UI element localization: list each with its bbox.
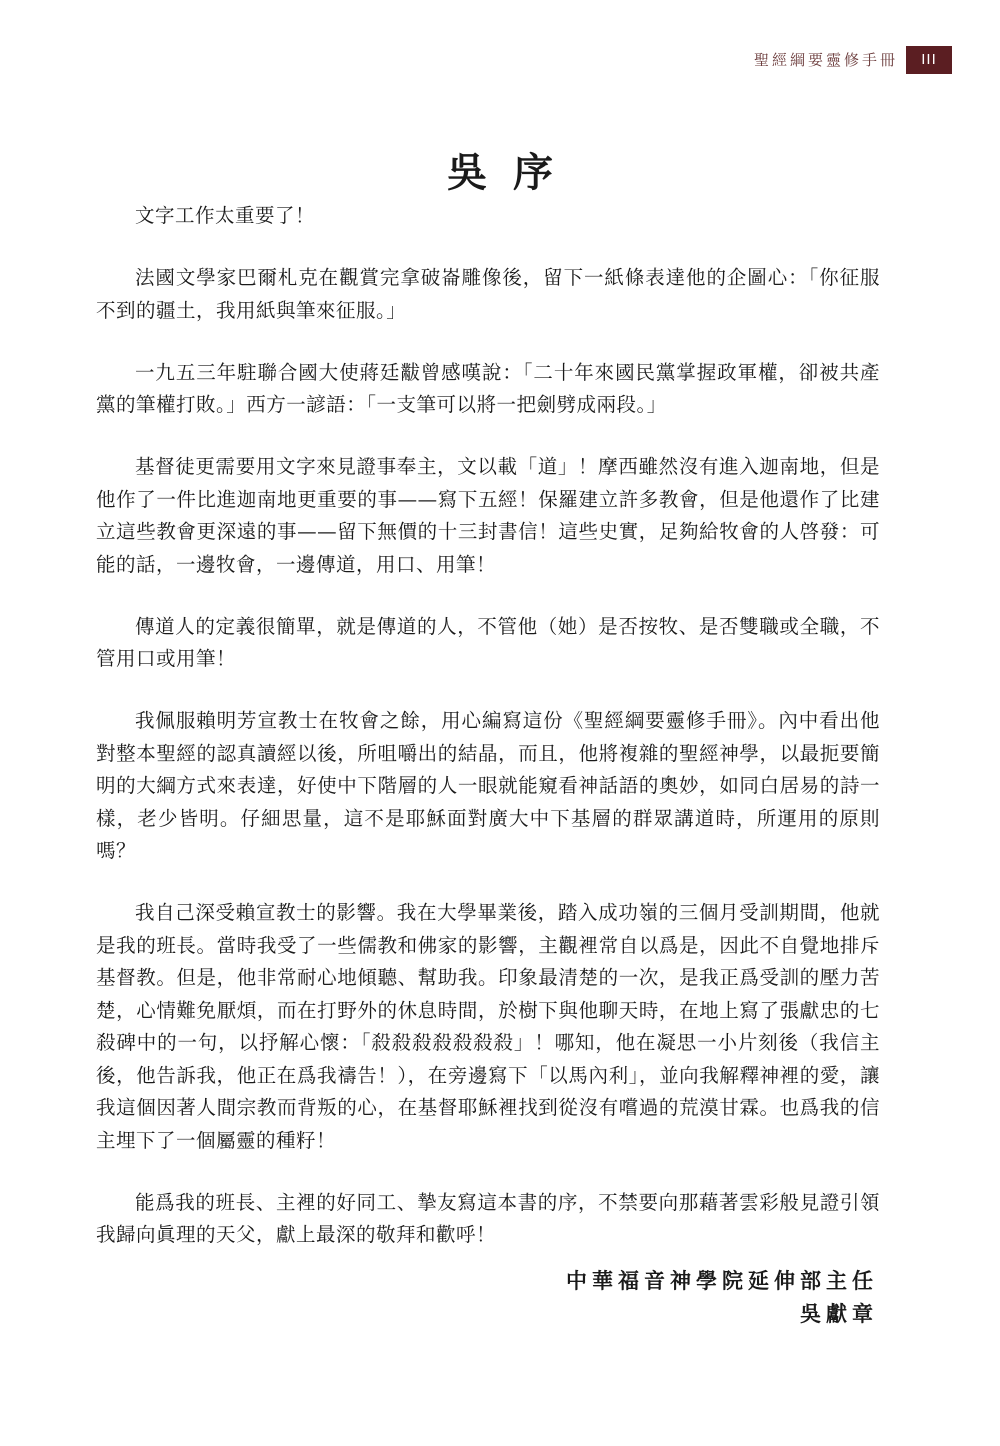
paragraph-5: 傳道人的定義很簡單，就是傳道的人，不管他（她）是否按牧、是否雙職或全職，不管用口或用筆！ — [96, 614, 880, 670]
paragraph-7: 我自己深受賴宣教士的影響。我在大學畢業後，踏入成功嶺的三個月受訓期間，他就是我的班長。當時我受了一些儒教和佛家的影響，主觀裡常自以爲是，因此不自覺地排斥基督教。但是，他非常耐心地傾聽、幫助我。印象最清楚的一次，是我正爲受訓的壓力苦楚，心情難免厭煩，而在打野外的休息時間，於樹下與他聊天時，在地上寫了張獻忠的七殺碑中的一句，以抒解心懷：「殺殺殺殺殺殺殺」！哪知，他在凝思一小片刻後（我信主後，他告訴我，他正在爲我禱告！），在旁邊寫下「以馬內利」，並向我解釋神裡的愛，讓我這個因著人間宗教而背叛的心，在基督耶穌裡找到從沒有嚐過的荒漠甘霖。也爲我的信主埋下了一個屬靈的種籽！ — [96, 901, 880, 1152]
paragraph-2: 法國文學家巴爾札克在觀賞完拿破崙雕像後，留下一紙條表達他的企圖心：「你征服不到的疆土，我用紙與筆來征服。」 — [96, 266, 880, 322]
paragraph-6: 我佩服賴明芳宣教士在牧會之餘，用心編寫這份《聖經綱要靈修手冊》。內中看出他對整本聖經的認真讀經以後，所咀嚼出的結晶，而且，他將複雜的聖經神學，以最扼要簡明的大綱方式來表達，好使中下階層的人一眼就能窺看神話語的奧妙，如同白居易的詩一樣，老少皆明。仔細思量，這不是耶穌面對廣大中下基層的群眾講道時，所運用的原則嗎？ — [96, 709, 880, 862]
paragraph-1: 文字工作太重要了！ — [135, 204, 316, 227]
signature-position: 中華福音神學院延伸部主任 — [566, 1269, 878, 1293]
page-number: III — [906, 46, 952, 74]
preface-body — [96, 200, 880, 1281]
signature-block — [566, 1265, 878, 1331]
paragraph-4: 基督徒更需要用文字來見證事奉主，文以載「道」！摩西雖然沒有進入迦南地，但是他作了一件比進迦南地更重要的事——寫下五經！保羅建立許多教會，但是他還作了比建立這些教會更深遠的事——留下無價的十三封書信！這些史實，足夠給牧會的人啓發：可能的話，一邊牧會，一邊傳道，用口、用筆！ — [96, 455, 880, 576]
paragraph-3: 一九五三年駐聯合國大使蔣廷黻曾感嘆說：「二十年來國民黨掌握政軍權，卻被共產黨的筆權打敗。」西方一諺語：「一支筆可以將一把劍劈成兩段。」 — [96, 360, 880, 416]
book-title: 聖經綱要靈修手冊 — [753, 51, 898, 69]
paragraph-8: 能爲我的班長、主裡的好同工、摯友寫這本書的序，不禁要向那藉著雲彩般見證引領我歸向眞理的天父，獻上最深的敬拜和歡呼！ — [96, 1190, 880, 1246]
page-title: 吳序 — [447, 148, 579, 196]
running-header — [754, 46, 952, 74]
signature-name: 吳獻章 — [800, 1302, 878, 1326]
